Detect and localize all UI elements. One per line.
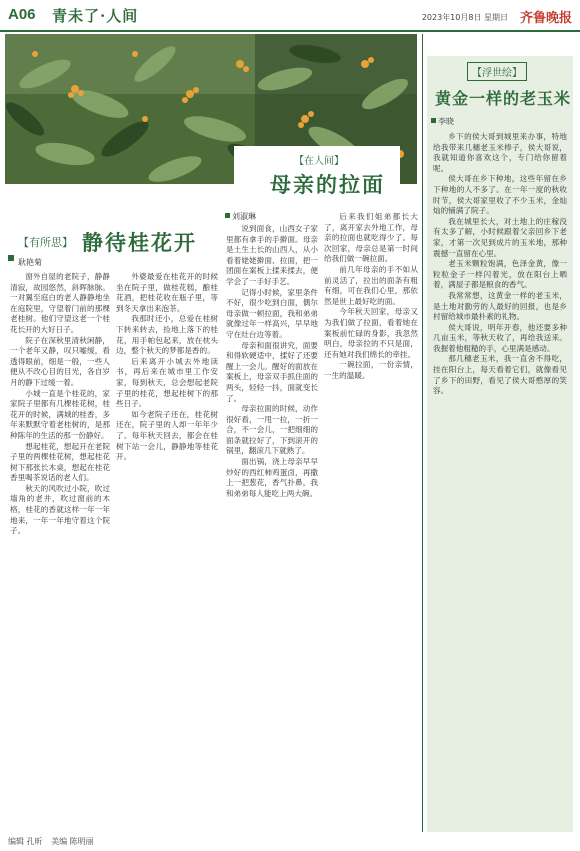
story3-marker — [431, 118, 436, 123]
story1-paragraph: 我那时还小，总爱在桂树下转来转去，捡地上落下的桂花，用手帕包起来，放在枕头边，整个秋天的梦都是香的。 — [116, 314, 218, 356]
story1-paragraph: 窗外自屋的老院子，静静清寂，故园悠然，斜晖脉脉。一对翼至庭白的老人静静地坐在庭院里，守望着门前的那棵老桂树。他们守望这老一个桂花长开的大好日子。 — [10, 272, 110, 334]
story3-byline: 李晓 — [438, 117, 454, 126]
story2-body-col2 — [324, 212, 418, 827]
story2-paragraph: 后来我们姐弟都长大了，离开家去外地工作，母亲的拉面也就吃得少了。每次回家，母亲总是第一时间给我们做一碗拉面。 — [324, 212, 418, 264]
story2-paragraph: 说到面食，山西女子家里都有拿手的手擀面。母亲是土生土长的山西人，从小看着姥姥擀面、拉面，把一团面在案板上揉来揉去，便学会了一手好手艺。 — [226, 224, 318, 286]
story2-paragraph: 今年秋天回家，母亲又为我们做了拉面，看着她在案板前忙碌的身影，我忽然明白，母亲拉的不只是面，还有她对我们绵长的牵挂。 — [324, 307, 418, 359]
story2-paragraph: 面出锅，浇上母亲早早炒好的西红柿鸡蛋卤，再撒上一把葱花，香气扑鼻，我和弟弟每人能吃上两大碗。 — [226, 457, 318, 498]
story3-paragraph: 乡下的侯大哥到城里来办事，特地给我带来几穗老玉米棒子，侯大哥说，我就知道你喜欢这个，专门给你留着呢。 — [433, 132, 567, 173]
story2-paragraph: 记得小时候，家里条件不好，很少吃到白面，偶尔母亲做一顿拉面，我和弟弟就像过年一样高兴，早早地守在灶台边等着。 — [226, 287, 318, 339]
story2-title: 母亲的拉面 — [270, 172, 385, 197]
story1-paragraph: 院子在深秋里清秋闲静，一个老年又静，叹只嘘缓，看透得眼前，细是一般，一些人便从不改心目的目光，各自岁月的静下过缓一着。 — [10, 335, 110, 387]
story3-paragraph: 那几穗老玉米，我一直舍不得吃，挂在阳台上，每天看着它们，就像看见了乡下的田野，看见了侯大哥憨厚的笑容。 — [433, 354, 567, 396]
editor-credit: 编辑 孔昕 — [8, 837, 43, 846]
story1-body-col1 — [10, 272, 110, 827]
story3-title: 黄金一样的老玉米 — [435, 89, 572, 108]
story2-marker — [225, 213, 230, 218]
story1-paragraph: 后来离开小城去外地读书，再后来在城市里工作安家，每到秋天，总会想起老院子里的桂花，想起桂树下的那些日子。 — [116, 356, 218, 409]
designer-credit: 美编 陈明丽 — [51, 837, 94, 846]
story3-paragraph: 侯大哥说，明年开春，他还要多种几亩玉米，等秋天收了，再给我送来。我握着他粗糙的手，心里满是感动。 — [433, 322, 567, 353]
newspaper-logo: 齐鲁晚报 — [519, 11, 572, 26]
column-divider — [422, 34, 423, 832]
page-number: A06 — [8, 6, 36, 23]
story1-marker — [8, 255, 14, 261]
story2-paragraph: 母亲和面很讲究，面要和得软硬适中，揉好了还要醒上一会儿。醒好的面放在案板上，母亲双手抓住面的两头，轻轻一抖，面就变长了。 — [226, 340, 318, 403]
page-footer — [8, 836, 100, 847]
story1-paragraph: 想起桂花，想起开在老院子里的两棵桂花树，想起桂花树下那张长木桌，想起在桂花香里喝茶说话的老人们。 — [10, 441, 110, 483]
story3-paragraph: 老玉米颗粒饱满，色泽金黄，像一粒粒金子一样闪着光，放在阳台上晒着，满屋子都是粮食的香气。 — [433, 259, 567, 290]
story3-kicker: 【浮世绘】 — [467, 62, 527, 81]
page-header — [0, 0, 580, 32]
story1-kicker: 【有所思】 — [18, 236, 73, 249]
story2-body-col1 — [226, 224, 318, 827]
story1-byline: 耿艳菊 — [18, 258, 42, 267]
story2-byline: 刘淑琳 — [232, 212, 256, 221]
story2-paragraph: 一碗拉面，一份亲情，一生的温暖。 — [324, 360, 418, 380]
issue-date: 2023年10月8日 星期日 — [421, 13, 508, 22]
story1-paragraph: 外婆最爱在桂花开的时候坐在院子里，做桂花糕，酿桂花酒，把桂花收在瓶子里，等到冬天拿出来泡茶。 — [116, 272, 218, 313]
story1-paragraph: 秋天的风吹过小院，吹过墙角的老井，吹过窗前的木格，桂花的香就这样一年一年地来，一年一年地守着这个院子。 — [10, 483, 110, 536]
story3-paragraph: 侯大哥在乡下种地，这些年留在乡下种地的人不多了。在一年一度的秋收时节，侯大哥家里收了不少玉米，金灿灿的铺满了院子。 — [433, 174, 567, 216]
story1-title: 静待桂花开 — [82, 230, 197, 255]
story3-paragraph: 我常常想，这黄金一样的老玉米，是土地对勤劳的人最好的回报，也是乡村留给城市最朴素的礼物。 — [433, 290, 567, 322]
story3-paragraph: 我在城里长大，对土地上的庄稼没有太多了解，小时候跟着父亲回乡下老家，才第一次见到成片的玉米地，那种震撼一直留在心里。 — [433, 216, 567, 258]
story2-paragraph: 母亲拉面的时候，动作很好看，一甩一拉，一折一合，不一会儿，一把细细的面条就拉好了，下到滚开的锅里，翻滚几下就熟了。 — [226, 404, 318, 456]
story3-body — [433, 132, 567, 826]
story2-kicker: 【在人间】 — [294, 156, 344, 167]
section-title: 青未了·人间 — [52, 7, 139, 25]
story1-paragraph: 小城一直是个桂花的，家家院子里都有几棵桂花树，桂花开的时候，满城的桂香，多年来默默守着老桂树的，是那种陈年的生活的那一份静好。 — [10, 388, 110, 440]
story1-body-col2 — [116, 272, 218, 827]
story1-paragraph: 如今老院子还在，桂花树还在，院子里的人却一年年少了。每年秋天回去，都会在桂树下站一会儿，静静地等桂花开。 — [116, 409, 218, 462]
story2-paragraph: 前几年母亲的手不如从前灵活了，拉出的面条有粗有细，可在我们心里，那依然是世上最好吃的面。 — [324, 264, 418, 306]
